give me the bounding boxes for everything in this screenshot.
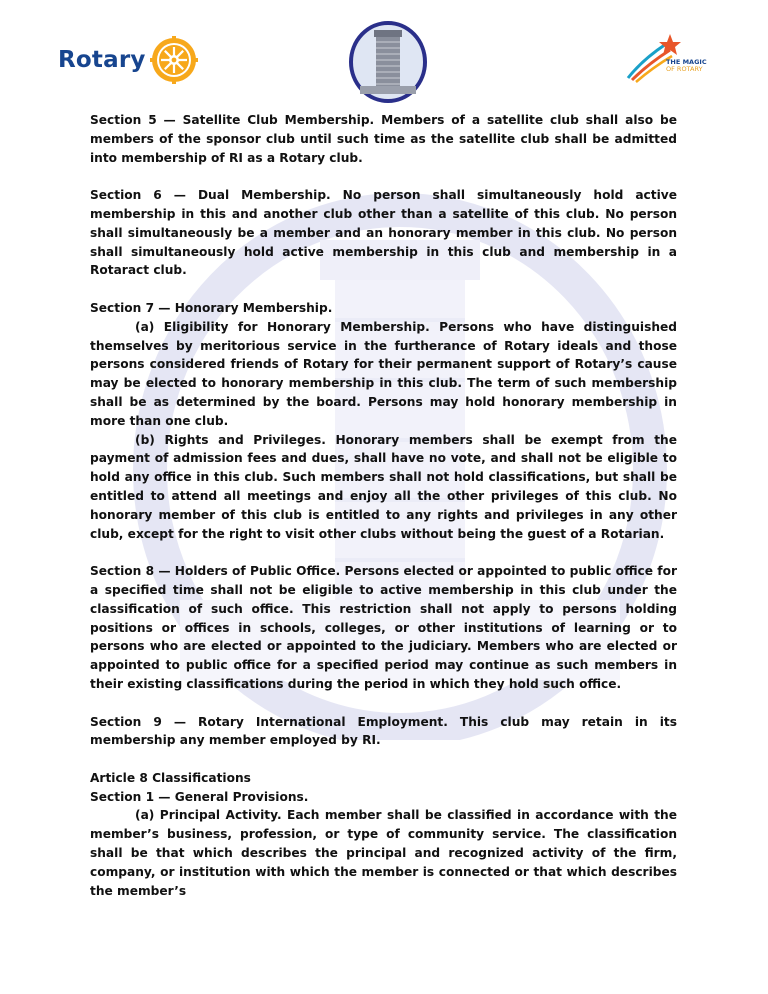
section-7-heading: Section 7 — Honorary Membership. — [90, 300, 333, 315]
section-8-paragraph: Section 8 — Holders of Public Office. Persons elected or appointed to public office for a specified time shall not be eligible to active membership in this club under the classification of such office. This restriction shall not apply to persons holding positions or offices in schools, colleges, or other institutions of learning or to persons who are elected or appointed to the judiciary. Members who are elected or appointed to public office for a specified period may continue as such members in their existing classifications during the period in which they hold such office. — [90, 564, 677, 691]
rotary-wheel-icon — [150, 36, 198, 84]
article-8-section-1-heading: Section 1 — General Provisions. — [90, 789, 309, 804]
article-8-section-1a-paragraph: (a) Principal Activity. Each member shall be classified in accordance with the member’s business, profession, or type of community service. The classification shall be that which describes the principal and recognized activity of the firm, company, or institution with which the member is connected or that which describes the member’s — [90, 808, 677, 898]
rotary-logo — [58, 36, 198, 84]
section-6-paragraph: Section 6 — Dual Membership. No person shall simultaneously hold active membership in this and another club other than a satellite of this club. No person shall simultaneously be a member and an honorary member in this club. No person shall simultaneously hold active membership in this club and membership in a Rotaract club. — [90, 188, 677, 278]
section-5-paragraph: Section 5 — Satellite Club Membership. Members of a satellite club shall also be members of the sponsor club until such time as the satellite club shall be admitted into membership of RI as a Rotary club. — [90, 113, 677, 165]
magic-of-rotary-text — [666, 59, 707, 73]
document-body — [90, 111, 677, 900]
magic-line-2: OF ROTARY — [666, 65, 703, 73]
section-9-paragraph: Section 9 — Rotary International Employment. This club may retain in its membership any member employed by RI. — [90, 714, 677, 748]
section-7b-paragraph: (b) Rights and Privileges. Honorary members shall be exempt from the payment of admission fees and dues, shall have no vote, and shall not be eligible to hold any office in this club. Such members shall not hold classifications, but shall be entitled to attend all meetings and enjoy all the other privileges of this club. No honorary member of this club is entitled to any rights and privileges in any other club, except for the right to visit other clubs without being the guest of a Rotarian. — [90, 432, 677, 541]
building-emblem — [348, 20, 428, 104]
magic-line-1: THE MAGIC — [666, 58, 707, 66]
rotary-wordmark: Rotary — [58, 47, 146, 73]
section-7a-paragraph: (a) Eligibility for Honorary Membership. Persons who have distinguished themselves by meritorious service in the furtherance of Rotary ideals and those persons considered friends of Rotary for their permanent support of Rotary’s cause may be elected to honorary membership in this club. The term of such membership shall be as determined by the board. Persons may hold honorary membership in more than one club. — [90, 319, 677, 428]
article-8-heading: Article 8 Classifications — [90, 770, 251, 785]
